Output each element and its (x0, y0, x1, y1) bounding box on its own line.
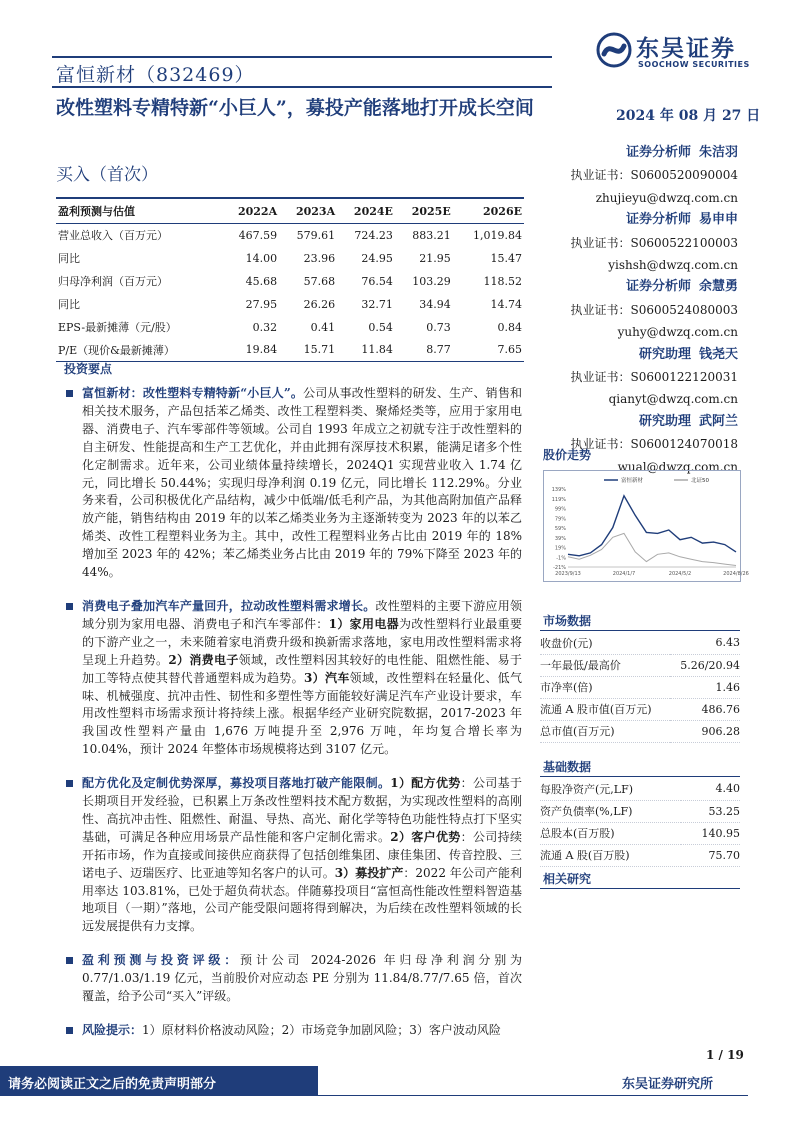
market-value: 1.46 (670, 676, 740, 698)
analyst-role: 证券分析师 (625, 279, 691, 295)
point-sub-lead: 1）家用电器 (328, 616, 399, 631)
market-data-rule (540, 630, 740, 631)
table-cell: 0.54 (368, 320, 393, 334)
report-title: 改性塑料专精特新“小巨人”，募投产能落地打开成长空间 (56, 97, 534, 119)
table-row (540, 698, 740, 720)
analyst-name: 朱洁羽 (698, 145, 738, 160)
brand-logo (596, 30, 766, 75)
point-sub-lead: 2）消费电子 (168, 652, 239, 667)
table-cell: 营业总收入（百万元） (58, 229, 168, 243)
table-cell: 57.68 (303, 274, 336, 288)
table-row (540, 822, 740, 844)
analyst-role-line (558, 344, 738, 366)
legend-label: 北证50 (691, 478, 709, 484)
market-value: 6.43 (670, 632, 740, 654)
bullet-square-icon (66, 957, 73, 964)
header-rule-top (52, 56, 552, 58)
x-tick-label: 2024/1/7 (612, 571, 636, 577)
forecast-table (56, 197, 524, 362)
price-chart-svg (544, 471, 749, 581)
market-label: 一年最低/最高价 (540, 654, 670, 676)
analyst-role: 研究助理 (638, 346, 691, 362)
market-label: 市净率(倍) (540, 676, 670, 698)
point-sub-lead: 3）汽车 (303, 670, 350, 685)
analyst-email[interactable]: yishsh@dwzq.com.cn (608, 258, 738, 273)
point-sub-body: 为改性塑料行业最重要的下游产业之一，未来随着家电消费升级和换新需求落地，家电用改性塑料需求将呈现上升趋势。 (82, 616, 522, 667)
disclaimer-banner: 请务必阅读正文之后的免责声明部分 (0, 1066, 318, 1096)
table-cell: 45.68 (245, 274, 278, 288)
table-cell: 同比 (58, 298, 80, 311)
table-row (540, 800, 740, 822)
table-row (540, 632, 740, 654)
point-sub-body: 领域，改性塑料因其较好的电性能、阻燃性能、易于加工等特点使其替代普通塑料成为趋势。 (82, 652, 522, 685)
point-lead: 消费电子叠加汽车产量回升，拉动改性塑料需求增长。 (82, 598, 376, 613)
y-tick-label: 39% (554, 535, 566, 542)
table-cell: 579.61 (296, 228, 336, 242)
analyst-name: 余慧勇 (698, 279, 738, 295)
table-cell: 32.71 (361, 297, 393, 311)
point-body: 改性塑料的主要下游应用领域分别为家用电器、消费电子和汽车零部件： (82, 598, 522, 631)
point-sub-body: ：2022 年公司产能利用率达 103.81%，已处于超负荷状态。伴随募投项目“富恒高性能改性塑料智造基地项目（一期）”落地，公司产能受限问题将得到解决，为后续在改性塑料领域的长远发展提供有力支撑。 (82, 865, 522, 934)
analyst-role-line (558, 411, 738, 433)
table-cell: 76.54 (361, 274, 393, 288)
analyst-cert: 执业证书：S0600524080003 (570, 302, 738, 317)
forecast-header-row (56, 198, 524, 224)
bullet-square-icon (66, 390, 73, 397)
market-label: 流通 A 股市值(百万元) (540, 698, 670, 720)
table-cell: P/E（现价&最新摊薄） (56, 339, 221, 362)
point-sub-body: ：公司持续开拓市场，作为直接或间接供应商获得了包括创维集团、康佳集团、传音控股、三诺电子、迈瑞医疗、比亚迪等知名客户的认可。 (82, 829, 522, 880)
price-chart-heading: 股价走势 (543, 448, 592, 462)
basic-value: 4.40 (681, 778, 740, 800)
rating: 买入（首次） (56, 165, 158, 185)
table-cell: 883.21 (412, 228, 451, 242)
basic-value: 53.25 (681, 800, 740, 822)
basic-value: 75.70 (681, 844, 740, 866)
table-cell: EPS-最新摊薄（元/股） (58, 321, 177, 334)
point-sub-lead: 1）配方优势 (390, 776, 461, 791)
table-row (56, 270, 524, 293)
table-cell: 724.23 (354, 228, 393, 242)
analyst-name: 武阿兰 (698, 413, 738, 429)
header-rule-bottom (52, 86, 552, 88)
table-cell: 21.95 (419, 251, 451, 265)
point-lead: 富恒新材：改性塑料专精特新“小巨人”。 (82, 386, 304, 400)
price-chart (543, 470, 749, 582)
analyst-name: 钱尧天 (698, 346, 738, 362)
analyst-card (558, 411, 738, 478)
highlight-point (56, 385, 522, 582)
market-data-table (540, 632, 740, 743)
market-label: 总市值(百万元) (540, 720, 670, 742)
table-cell: 26.26 (303, 297, 336, 311)
table-row (56, 316, 524, 339)
x-tick-label: 2024/8/26 (723, 571, 749, 577)
table-cell: 27.95 (245, 297, 278, 311)
related-heading: 相关研究 (543, 872, 592, 886)
stock-price-line (568, 496, 736, 556)
table-cell: 7.65 (453, 339, 524, 362)
point-body: 公司从事改性塑料的研发、生产、销售和相关技术服务，产品包括苯乙烯类、改性工程塑料类、聚烯烃类等，应用于家用电器、消费电子、汽车零部件等领域。公司自 1993 年成立之初就专注于改性塑料的自主研发、性能提高和生产工艺优化，并由此拥有深厚技术积累，能满足诸多个性化定制需求。近年来，公司业绩体量持续增长，2024Q1 实现营业收入 1.74 亿元，同比增长 50.44%；实现归母净利润 0.19 亿元，同比增长 112.29%。分业务来看，公司积极优化产品结构，减少中低端/低毛利产品，为其他高附加值产品释放产能，销售结构由 2019 年的以苯乙烯类业务为主逐渐转变为 2023 年的以苯乙烯类、改性工程塑料业务为主。其中，改性工程塑料业务占比由 2019 年的 18%增加至 2023 年的 42%；苯乙烯类业务占比由 2019 年的 79%下降至 2023 年的 44%。 (82, 386, 522, 580)
x-tick-label: 2024/5/2 (668, 571, 692, 577)
forecast-col-header: 2025E (395, 198, 453, 224)
table-cell: 归母净利润（百万元） (58, 275, 168, 288)
table-cell: 118.52 (483, 274, 522, 288)
forecast-col-header: 2026E (453, 198, 524, 224)
analyst-name: 易申申 (698, 212, 738, 228)
table-cell: 23.96 (303, 251, 336, 265)
y-tick-label: 59% (554, 526, 566, 532)
point-lead: 风险提示： (82, 1023, 143, 1037)
analyst-email[interactable]: wual@dwzq.com.cn (617, 459, 738, 474)
basic-label: 资产负债率(%,LF) (540, 800, 681, 822)
point-sub-lead: 3）募投扩产 (334, 865, 404, 880)
forecast-col-header: 2022A (221, 198, 279, 224)
analyst-role-line (558, 209, 738, 231)
analyst-role: 证券分析师 (625, 145, 691, 160)
basic-label: 流通 A 股(百万股) (540, 844, 681, 866)
basic-data-table (540, 778, 740, 867)
bullet-square-icon (66, 780, 73, 787)
brand-name: 东吴证券 (636, 36, 736, 62)
page-number: 1 / 19 (706, 1048, 744, 1062)
table-cell: 0.73 (426, 320, 451, 334)
investment-highlights (56, 360, 522, 1056)
related-rule (540, 888, 740, 889)
table-cell: 11.84 (337, 339, 395, 362)
basic-data-rule (540, 776, 740, 777)
analyst-card (558, 344, 738, 411)
analyst-card (558, 276, 738, 343)
table-cell: 14.00 (245, 251, 278, 265)
table-cell: 15.71 (279, 339, 337, 362)
table-cell: 8.77 (395, 339, 453, 362)
analyst-email[interactable]: qianyt@dwzq.com.cn (608, 392, 738, 407)
market-label: 收盘价(元) (540, 632, 670, 654)
bullet-square-icon (66, 1027, 73, 1034)
table-cell: 19.84 (221, 339, 279, 362)
report-date: 2024 年 08 月 27 日 (616, 108, 761, 124)
analyst-cert: 执业证书：S0600124070018 (570, 437, 738, 452)
market-value: 906.28 (670, 720, 740, 742)
point-lead: 配方优化及定制优势深厚，募投项目落地打破产能限制。 (82, 776, 391, 791)
table-row (56, 339, 524, 362)
y-tick-label: -21% (553, 565, 566, 571)
point-sub-lead: 2）客户优势 (390, 829, 461, 844)
bullet-square-icon (66, 603, 73, 610)
brand-sub: SOOCHOW SECURITIES (638, 60, 750, 69)
forecast-col-header: 盈利预测与估值 (56, 198, 221, 224)
analyst-role: 证券分析师 (625, 212, 691, 228)
table-row (540, 844, 740, 866)
point-lead: 盈利预测与投资评级： (82, 953, 241, 968)
y-tick-label: 99% (554, 506, 566, 513)
table-cell: 24.95 (361, 251, 393, 265)
basic-data-heading: 基础数据 (543, 760, 592, 774)
point-sub-body: ：公司基于长期项目开发经验，已积累上万条改性塑料技术配方数据，为实现改性塑料的高刚性、高抗冲击性、阻燃性、耐温、导热、高光、耐化学等特色功能性特点打下坚实基础，可满足各种应用场景产品性能和客户定制化需求。 (82, 776, 522, 844)
table-cell: 34.94 (419, 297, 451, 311)
soochow-logo-icon (596, 32, 632, 68)
analyst-cert: 执业证书：S0600520090004 (570, 168, 738, 183)
table-cell: 467.59 (238, 228, 278, 242)
forecast-col-header: 2024E (337, 198, 395, 224)
analyst-email[interactable]: yuhy@dwzq.com.cn (617, 325, 738, 340)
basic-label: 总股本(百万股) (540, 822, 681, 844)
analyst-cert: 执业证书：S0600522100003 (570, 235, 738, 250)
basic-value: 140.95 (681, 822, 740, 844)
highlight-point (56, 598, 522, 759)
y-tick-label: 139% (551, 487, 566, 493)
x-tick-label: 2023/9/13 (555, 571, 581, 577)
index-line (568, 533, 736, 565)
forecast-col-header: 2023A (279, 198, 337, 224)
table-cell: 0.84 (497, 320, 522, 334)
y-tick-label: -1% (556, 555, 566, 562)
company-name: 富恒新材（832469） (56, 64, 255, 86)
table-row (540, 654, 740, 676)
table-cell: 1,019.84 (473, 228, 522, 242)
table-row (540, 720, 740, 742)
table-cell: 15.47 (490, 251, 522, 265)
analyst-role-line (558, 276, 738, 298)
highlight-point (56, 1022, 522, 1040)
analyst-list (558, 142, 738, 478)
point-sub-body: 领域，改性塑料在轻量化、低气味、机械强度、抗冲击性、韧性和多塑性等方面能较好满足汽车产业设计要求，车用改性塑料市场需求预计将持续上涨。根据华经产业研究院数据，2017-2023 年我国改性塑料产量由 1,676 万吨提升至 2,976 万吨，年均复合增长率为 10.04%，预计 2024 年整体市场规模将达到 3107 亿元。 (82, 670, 522, 757)
point-body: 1）原材料价格波动风险；2）市场竞争加剧风险；3）客户波动风险 (142, 1023, 501, 1037)
table-cell: 14.74 (490, 297, 522, 311)
market-value: 486.76 (670, 698, 740, 720)
footer-rule (318, 1095, 748, 1096)
legend-label: 富恒新材 (621, 478, 644, 484)
analyst-card (558, 142, 738, 209)
institute-name: 东吴证券研究所 (622, 1077, 714, 1092)
table-cell: 同比 (58, 252, 80, 265)
y-tick-label: 19% (554, 545, 566, 552)
analyst-email[interactable]: zhujieyu@dwzq.com.cn (595, 190, 738, 205)
analyst-role: 研究助理 (638, 413, 691, 429)
table-row (56, 293, 524, 316)
y-tick-label: 79% (554, 516, 566, 523)
analyst-card (558, 209, 738, 276)
market-value: 5.26/20.94 (670, 654, 740, 676)
table-row (56, 224, 524, 247)
table-cell: 0.41 (310, 320, 336, 334)
market-data-heading: 市场数据 (543, 614, 592, 628)
table-cell: 0.32 (252, 320, 278, 334)
analyst-role-line (558, 142, 738, 164)
highlight-point (56, 775, 522, 936)
table-row (56, 247, 524, 270)
basic-label: 每股净资产(元,LF) (540, 778, 681, 800)
highlight-point (56, 952, 522, 1006)
y-tick-label: 119% (551, 496, 566, 503)
table-row (540, 676, 740, 698)
analyst-cert: 执业证书：S0600122120031 (570, 370, 738, 385)
table-cell: 103.29 (412, 274, 451, 288)
point-body: 预计公司 2024-2026 年归母净利润分别为 0.77/1.03/1.19 亿元，当前股价对应动态 PE 分别为 11.84/8.77/7.65 倍，首次覆盖，给予公司“买入”评级。 (82, 953, 522, 1004)
highlights-heading: 投资要点 (64, 362, 113, 376)
table-row (540, 778, 740, 800)
